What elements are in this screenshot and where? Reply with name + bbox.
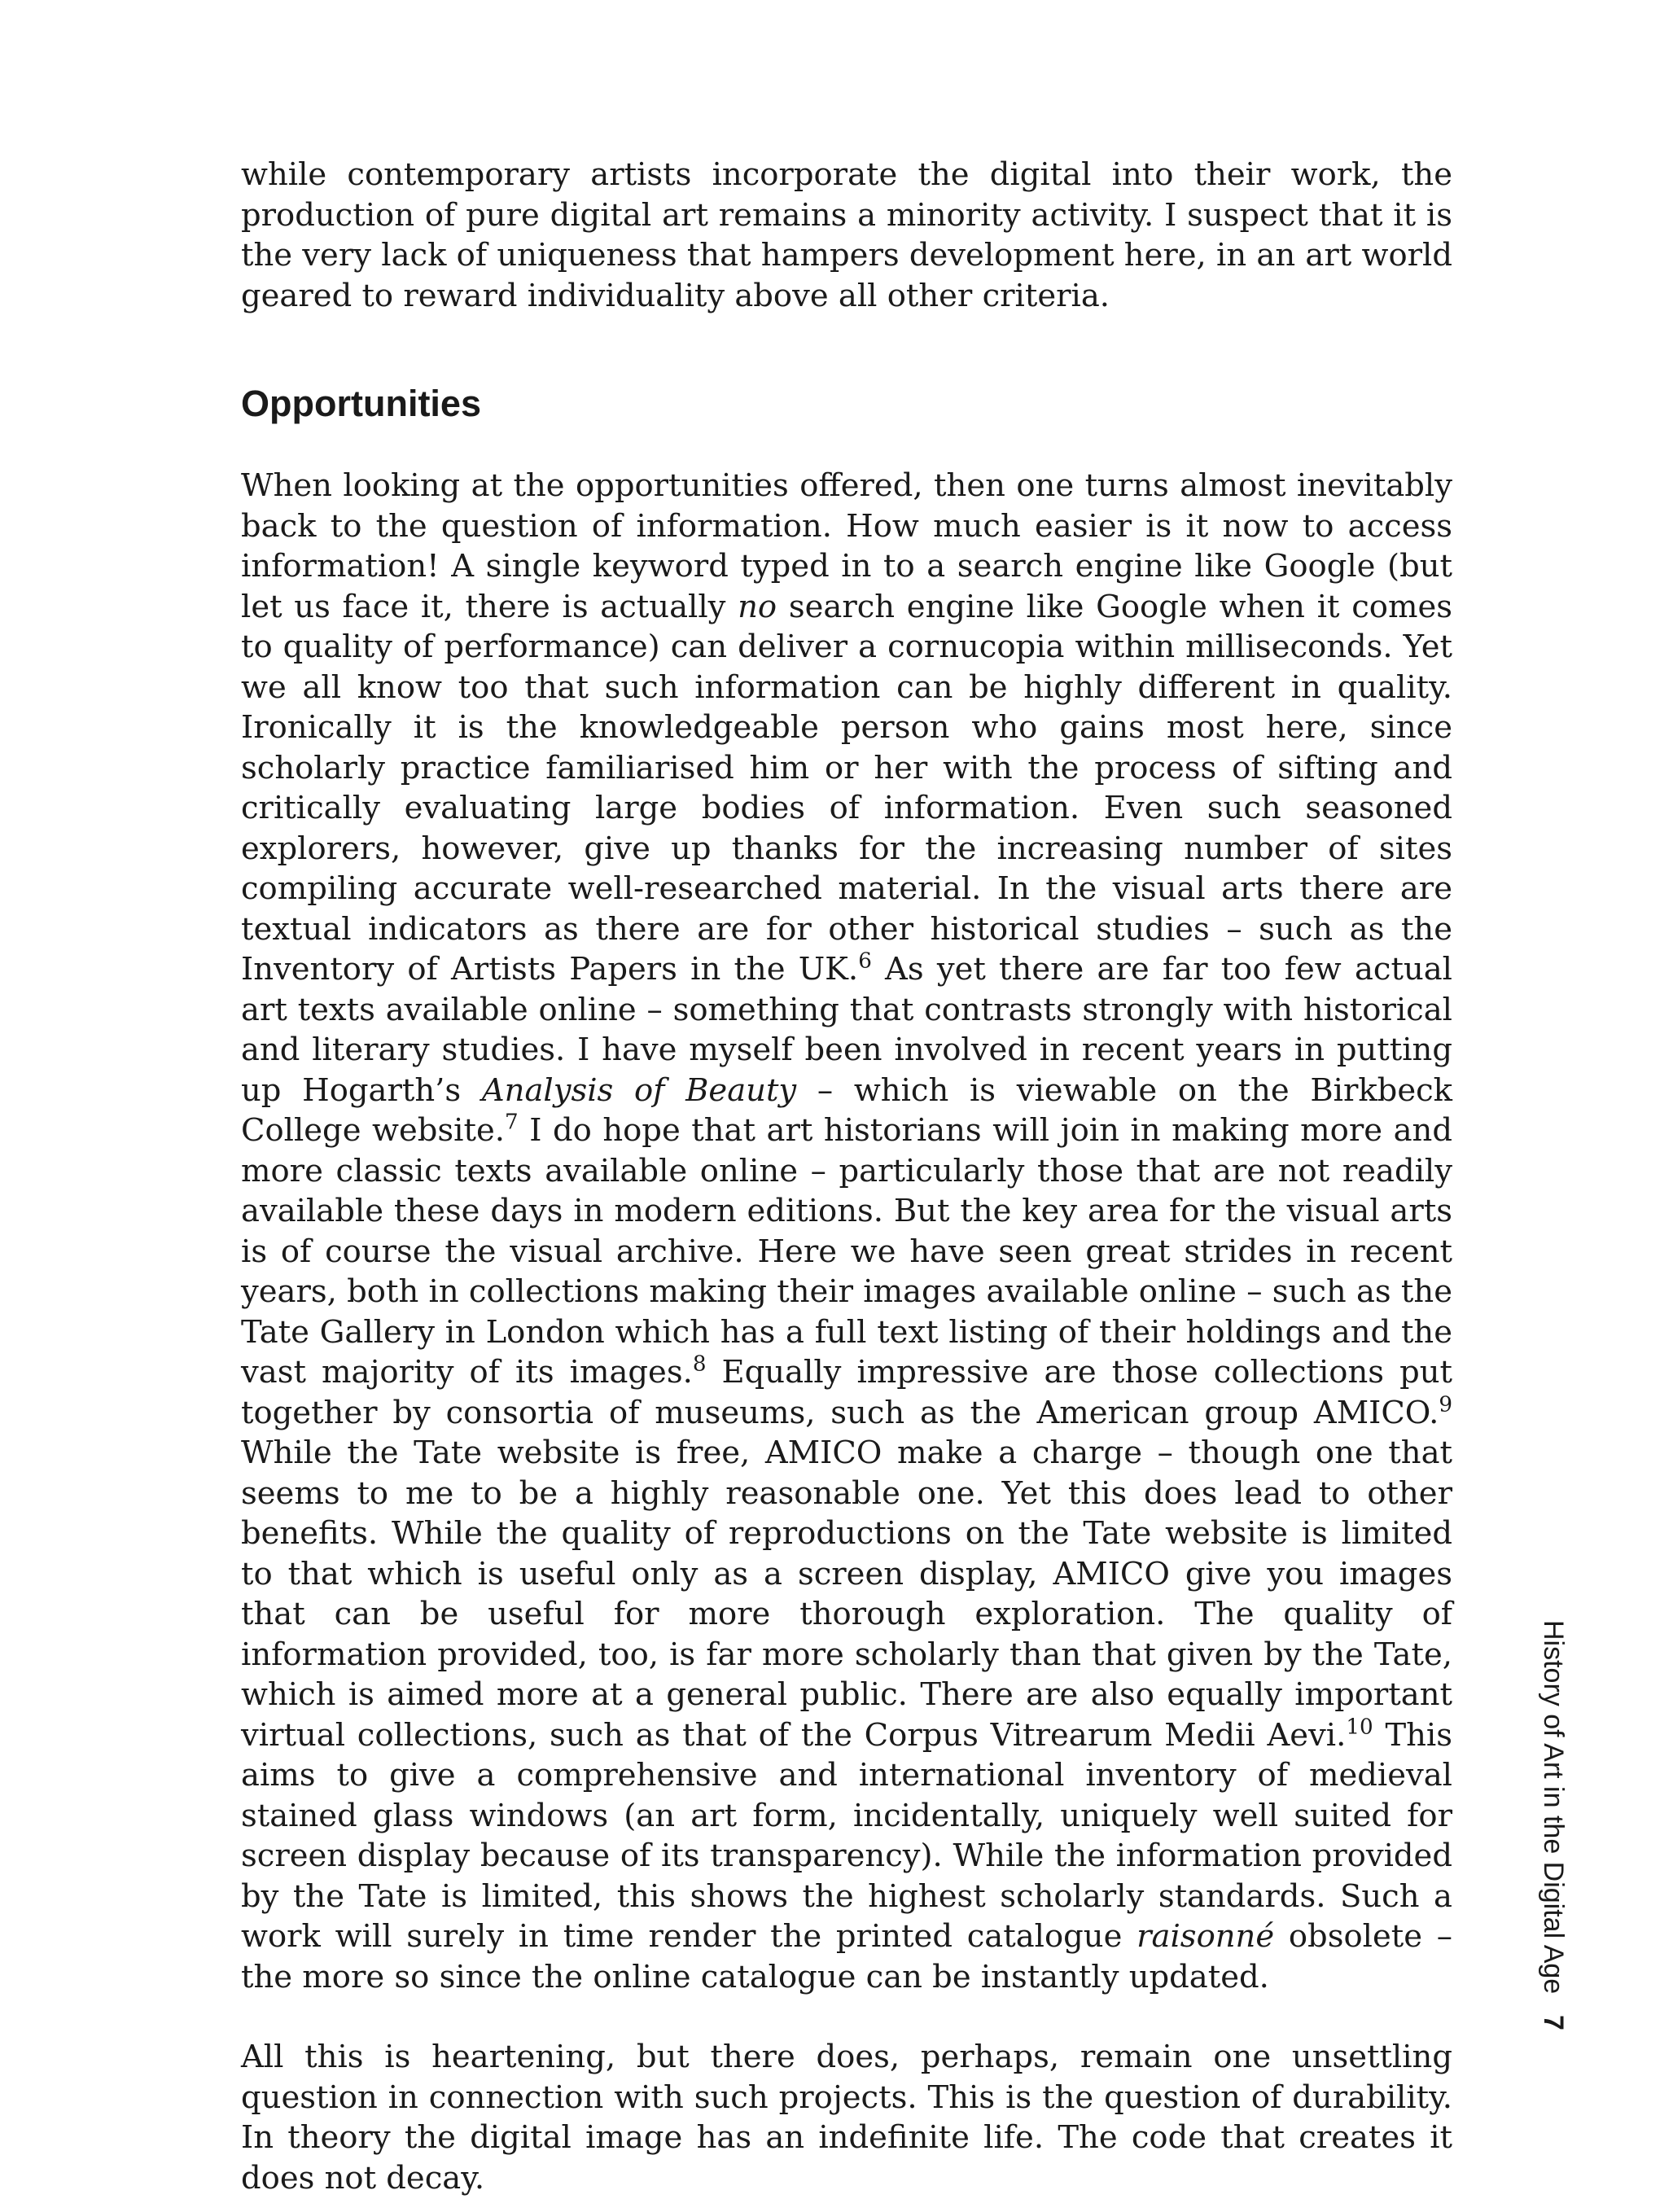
footnote-marker: 10 [1346, 1715, 1373, 1740]
running-head-title: History of Art in the Digital Age [1538, 1620, 1569, 1995]
page-number: 7 [1538, 2014, 1569, 2030]
section-heading: Opportunities [241, 383, 481, 424]
text-run: – which is viewable on the Birkbeck College website. [241, 1071, 1453, 1149]
main-paragraph [241, 466, 1452, 1997]
closing-paragraph: All this is heartening, but there does, perhaps, remain one unsettling question in connection with such projects. This is the question of durability. In theory the digital image has an indefinite life. The code that creates it does not decay. [241, 2039, 1452, 2197]
footnote-marker: 8 [692, 1351, 707, 1377]
body-text-column [241, 155, 1452, 2198]
text-run: This aims to give a comprehensive and international inventory of medieval stained glass windows (an art form, incidentally, uniquely well suited for screen display because of its transparency). While the information provided by the Tate is limited, this shows the highest scholarly standards. Such a work will surely in time render the printed catalogue [241, 1716, 1452, 1955]
text-run: As yet there are far too few actual art texts available online – something that contrasts strongly with historical and literary studies. I have myself been involved in recent years in putting up Hogarth’s [241, 951, 1453, 1109]
text-run: search engine like Google when it comes to quality of performance) can deliver a cornucopia within milliseconds. Yet we all know too that such information can be highly different in quality. Ironically it is the knowledgeable person who gains most here, since scholarly practice familiarised him or her with the process of sifting and critically evaluating large bodies of information. Even such seasoned explorers, however, give up thanks for the increasing number of sites compiling accurate well-researched material. In the visual arts there are textual indicators as there are for other historical studies – such as the Inventory of Artists Papers in the UK. [241, 588, 1452, 988]
intro-paragraph: while contemporary artists incorporate the digital into their work, the production of pure digital art remains a minority activity. I suspect that it is the very lack of uniqueness that hampers development here, in an art world geared to reward individuality above all other criteria. [241, 156, 1452, 314]
text-run: Equally impressive are those collections put together by consortia of museums, such as the American group AMICO. [241, 1354, 1452, 1431]
footnote-marker: 9 [1439, 1392, 1452, 1417]
emphasis-text: Analysis of Beauty [481, 1071, 797, 1109]
footnote-marker: 6 [858, 948, 872, 974]
footnote-marker: 7 [504, 1110, 519, 1135]
emphasis-text: raisonné [1137, 1918, 1275, 1955]
text-run: When looking at the opportunities offered, then one turns almost inevitably back to the question of information. How much easier is it now to access information! A single keyword typed in to a search engine like Google (but let us face it, there is actually [241, 467, 1452, 625]
text-run: While the Tate website is free, AMICO make a charge – though one that seems to me to be a highly reasonable one. Yet this does lead to other benefits. While the quality of reproductions on the Tate website is limited to that which is useful only as a screen display, AMICO give you images that can be useful for more thorough exploration. The quality of information provided, too, is far more scholarly than that given by the Tate, which is aimed more at a general public. There are also equally important virtual collections, such as that of the Corpus Vitrearum Medii Aevi. [241, 1435, 1452, 1754]
text-run: obsolete – the more so since the online catalogue can be instantly updated. [241, 1918, 1452, 1995]
text-run: I do hope that art historians will join in making more and more classic texts available online – particularly those that are not readily available these days in modern editions. But the key area for the visual arts is of course the visual archive. Here we have seen great strides in recent years, both in collections making their images available online – such as the Tate Gallery in London which has a full text listing of their holdings and the vast majority of its images. [241, 1112, 1452, 1391]
running-head [1529, 1620, 1578, 2141]
emphasis-text: no [738, 588, 777, 625]
